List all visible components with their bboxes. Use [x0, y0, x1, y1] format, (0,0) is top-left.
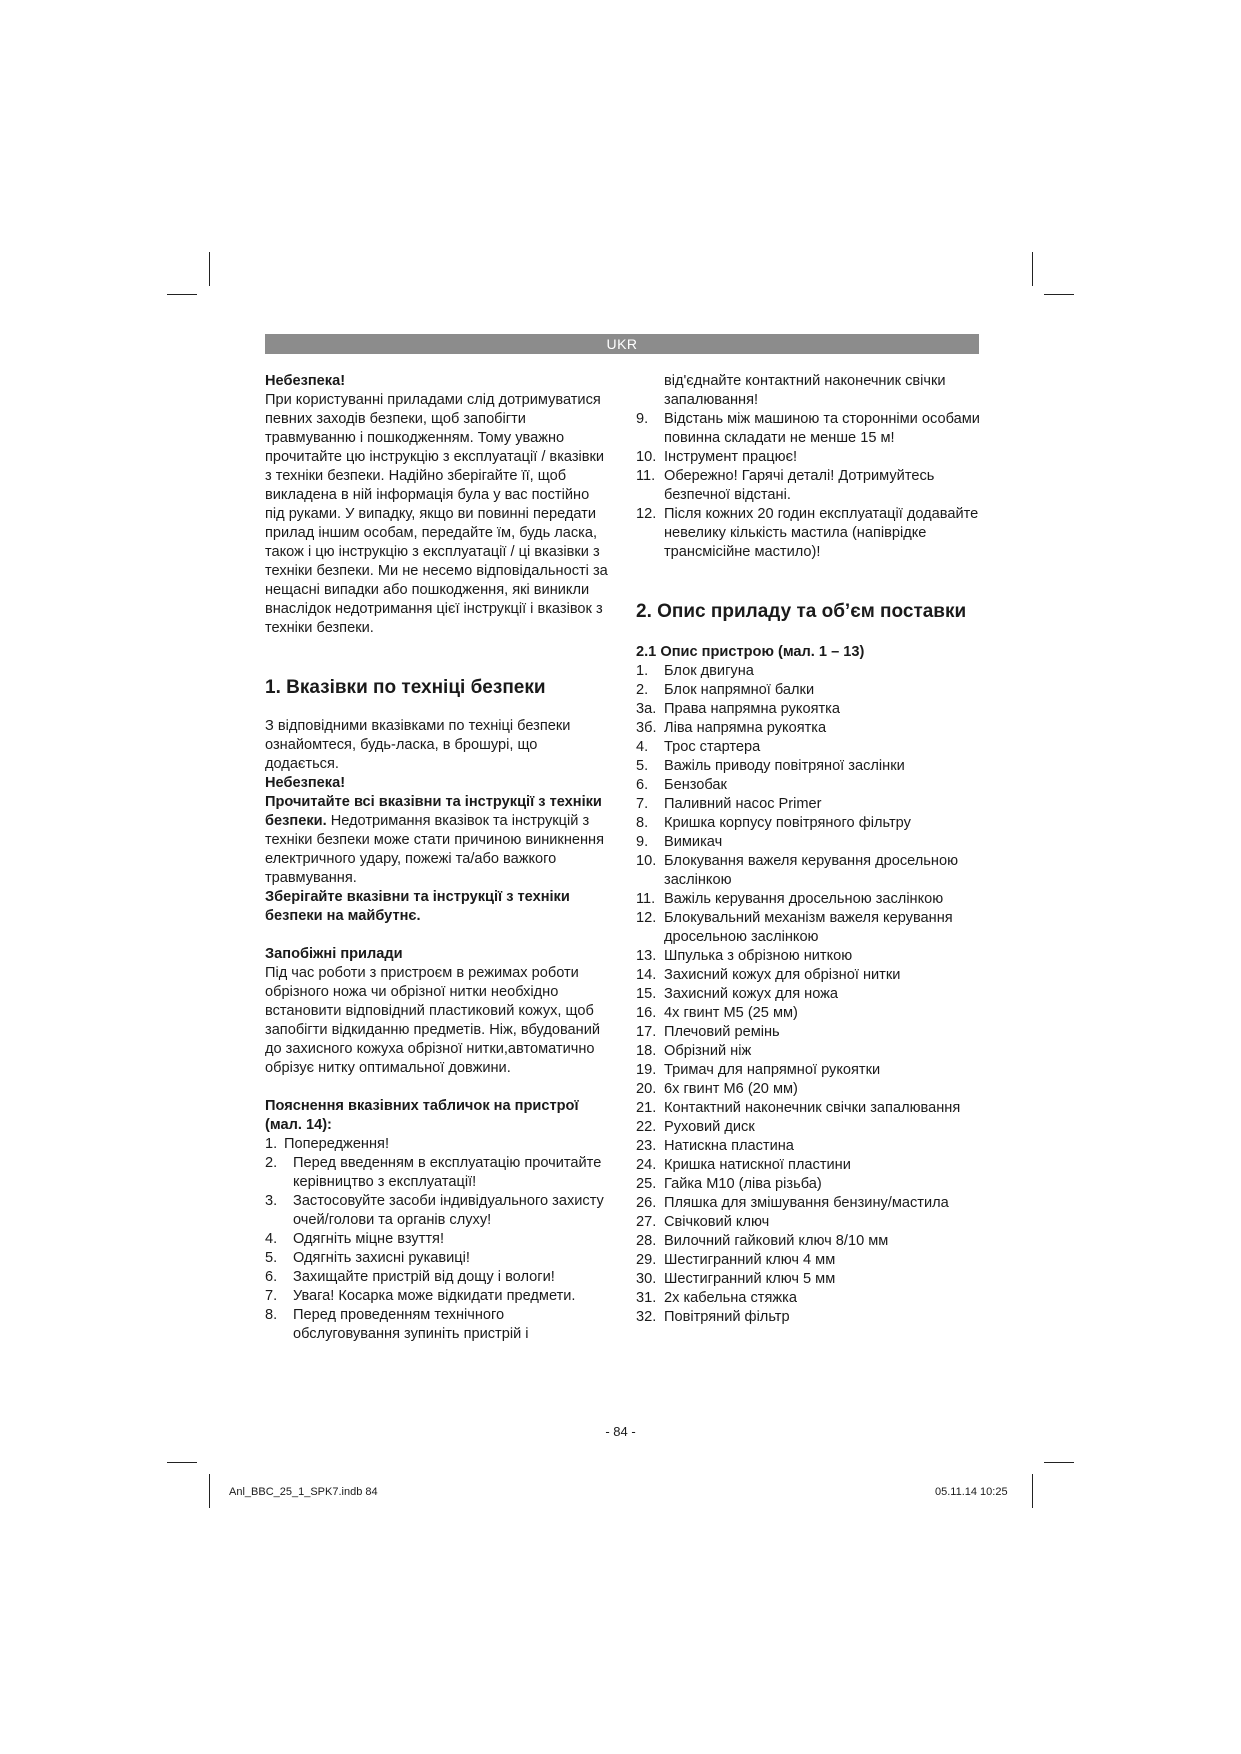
list-item: [636, 448, 986, 467]
list-number: 20.: [636, 1081, 657, 1097]
list-number: 3.: [265, 1193, 278, 1209]
list-number: 3а.: [636, 701, 657, 717]
list-number: 5.: [265, 1250, 278, 1266]
list-number: 10.: [636, 449, 657, 465]
list-text: Обережно! Гарячі деталі! Дотримуйтесь безпечної відстані.: [664, 468, 935, 503]
intro-heading: Небезпека!: [265, 373, 346, 389]
list-number: 12.: [636, 910, 657, 926]
language-label: UKR: [606, 336, 638, 352]
list-text: Застосовуйте засоби індивідуального захисту очей/голови та органів слуху!: [293, 1193, 604, 1228]
list-number: 1.: [265, 1136, 278, 1152]
list-number: 27.: [636, 1214, 657, 1230]
list-number: 30.: [636, 1271, 657, 1287]
list-number: 19.: [636, 1062, 657, 1078]
list-number: 6.: [265, 1269, 278, 1285]
list-item: [636, 1099, 986, 1118]
list-text: Відстань між машиною та сторонніми особами повинна складати не менше 15 м!: [664, 411, 980, 446]
list-item: [265, 1154, 609, 1192]
section1-text: З відповідними вказівками по техніці безпеки ознайомтеся, будь-ласка, в брошурі, що додається.: [265, 718, 571, 772]
list-text: Одягніть захисні рукавиці!: [293, 1250, 470, 1266]
list-item: [636, 757, 986, 776]
list-text: Блок напрямної балки: [664, 682, 815, 698]
list-item: [636, 1080, 986, 1099]
crop-mark: [167, 294, 197, 295]
list-item: [636, 1004, 986, 1023]
list-item: [636, 1175, 986, 1194]
list-item: [636, 1061, 986, 1080]
list-text: Шпулька з обрізною ниткою: [664, 948, 853, 964]
sub21-title: 2.1 Опис пристрою (мал. 1 – 13): [636, 644, 865, 660]
list-item: [636, 795, 986, 814]
list-item: [636, 814, 986, 833]
list-item: [636, 1232, 986, 1251]
list-number: 3б.: [636, 720, 657, 736]
list-text: Перед проведенням технічного обслуговування зупиніть пристрій і: [293, 1307, 529, 1342]
list-item: [636, 776, 986, 795]
list-number: 23.: [636, 1138, 657, 1154]
crop-mark: [209, 1474, 210, 1508]
list-number: 32.: [636, 1309, 657, 1325]
safety-heading: Запобіжні прилади: [265, 946, 403, 962]
list-item: [636, 1308, 986, 1327]
list-item: [636, 1042, 986, 1061]
danger2-text: Недотримання вказівок та інструкцій з техніки безпеки може стати причиною виникнення електричного удару, пожежі та/або важкого травмування.: [265, 813, 605, 886]
list-item: [636, 505, 986, 562]
list-text: Кришка натискної пластини: [664, 1157, 851, 1173]
date-slug: 05.11.14 10:25: [935, 1486, 1008, 1498]
list-number: 2.: [265, 1155, 278, 1171]
list-text: Блокувальний механізм важеля керування дросельною заслінкою: [664, 910, 953, 945]
list-text: Плечовий ремінь: [664, 1024, 780, 1040]
list-item: [636, 1023, 986, 1042]
list-item: [636, 890, 986, 909]
list-text: Перед введенням в експлуатацію прочитайте керівництво з експлуатації!: [293, 1155, 602, 1190]
list-item: [636, 1137, 986, 1156]
list-text: Трос стартера: [664, 739, 761, 755]
list-item: [636, 909, 986, 947]
safety-text: Під час роботи з пристроєм в режимах роботи обрізного ножа чи обрізної нитки необхідно встановити відповідний пластиковий кожух, щоб запобігти відкиданню предметів. Ніж, вбудований до захисного кожуха обрізної нитки,автоматично обрізує нитку оптимальної довжини.: [265, 965, 601, 1076]
list-text: Натискна пластина: [664, 1138, 794, 1154]
danger2-bold: Прочитайте всі вказівни та інструкції з техніки безпеки.: [265, 794, 602, 829]
list-text: Бензобак: [664, 777, 727, 793]
list-item: [265, 1268, 609, 1287]
list-text: Блок двигуна: [664, 663, 754, 679]
list-number: 7.: [636, 796, 649, 812]
list-text: Захищайте пристрій від дощу і вологи!: [293, 1269, 555, 1285]
list-text: Руховий диск: [664, 1119, 755, 1135]
danger2-heading: Небезпека!: [265, 775, 346, 791]
list-item: [636, 947, 986, 966]
list-number: 24.: [636, 1157, 657, 1173]
list-item: [636, 833, 986, 852]
list-text: Захисний кожух для обрізної нитки: [664, 967, 901, 983]
list-number: 16.: [636, 1005, 657, 1021]
list-item: [636, 966, 986, 985]
list-text: Захисний кожух для ножа: [664, 986, 839, 1002]
list-text: Обрізний ніж: [664, 1043, 752, 1059]
crop-mark: [1032, 1474, 1033, 1508]
list-number: 26.: [636, 1195, 657, 1211]
list-item: [265, 1306, 609, 1344]
list-item: [636, 1251, 986, 1270]
list-item: [636, 1270, 986, 1289]
list-text: Тримач для напрямної рукоятки: [664, 1062, 881, 1078]
list-item: [636, 1289, 986, 1308]
list-text: Ліва напрямна рукоятка: [664, 720, 827, 736]
list-item: [265, 1192, 609, 1230]
list-number: 17.: [636, 1024, 657, 1040]
right-column: [636, 372, 986, 1327]
list-number: 5.: [636, 758, 649, 774]
parts-list: [636, 662, 986, 1327]
list-number: 1.: [636, 663, 649, 679]
list-text: 4x гвинт M5 (25 мм): [664, 1005, 798, 1021]
list-item: [636, 410, 986, 448]
list-text: Вимикач: [664, 834, 723, 850]
list-text: Одягніть міцне взуття!: [293, 1231, 445, 1247]
list-text: Кришка корпусу повітряного фільтру: [664, 815, 911, 831]
list-text: Важіль керування дросельною заслінкою: [664, 891, 944, 907]
list-text: Шестигранний ключ 4 мм: [664, 1252, 836, 1268]
crop-mark: [1044, 294, 1074, 295]
list-number: 7.: [265, 1288, 278, 1304]
list-number: 12.: [636, 506, 657, 522]
list-item: [636, 662, 986, 681]
language-header-bar: [265, 334, 979, 354]
list-text: Паливний насос Primer: [664, 796, 822, 812]
intro-text: При користуванні приладами слід дотримуватися певних заходів безпеки, щоб запобігти травмуванню і пошкодженням. Тому уважно прочитайте цю інструкцію з експлуатації / вказівки з техніки безпеки. Надійно зберігайте її, щоб викладена в ній інформація була у вас постійно під руками. У випадку, якщо ви повинні передати прилад іншим особам, передайте їм, будь ласка, також і цю інструкцію з експлуатації / ці вказівки з техніки безпеки. Ми не несемо відповідальності за нещасні випадки або пошкодження, які виникли внаслідок недотримання цієї інструкції і вказівок з техніки безпеки.: [265, 392, 608, 636]
list-number: 8.: [636, 815, 649, 831]
left-column: [265, 372, 609, 1344]
list-number: 15.: [636, 986, 657, 1002]
signs-list: [265, 1135, 609, 1344]
list-number: 8.: [265, 1307, 278, 1323]
list-text: Права напрямна рукоятка: [664, 701, 841, 717]
list-text: Вилочний гайковий ключ 8/10 мм: [664, 1233, 889, 1249]
crop-mark: [1044, 1462, 1074, 1463]
list-number: 22.: [636, 1119, 657, 1135]
danger2-paragraph: [265, 793, 609, 888]
list-item: [265, 1135, 609, 1154]
list-text: Увага! Косарка може відкидати предмети.: [293, 1288, 576, 1304]
file-slug: Anl_BBC_25_1_SPK7.indb 84: [229, 1486, 378, 1498]
list-number: 31.: [636, 1290, 657, 1306]
list-item: [265, 1230, 609, 1249]
list-number: 9.: [636, 834, 649, 850]
list-number: 4.: [265, 1231, 278, 1247]
list-item: [636, 1156, 986, 1175]
list-number: 29.: [636, 1252, 657, 1268]
page-number: - 84 -: [605, 1424, 636, 1439]
list-item: [636, 681, 986, 700]
list-item: [636, 852, 986, 890]
list-item: [636, 985, 986, 1004]
crop-mark: [209, 252, 210, 286]
list-text: Повітряний фільтр: [664, 1309, 790, 1325]
list-text: Контактний наконечник свічки запалювання: [664, 1100, 961, 1116]
section1-title: 1. Вказівки по техніці безпеки: [265, 677, 546, 698]
list-text: Важіль приводу повітряної заслінки: [664, 758, 905, 774]
list-number: 11.: [636, 468, 656, 484]
list-number: 6.: [636, 777, 649, 793]
section2-title: 2. Опис приладу та об’єм поставки: [636, 601, 967, 622]
list-text: Після кожних 20 годин експлуатації додавайте невелику кількість мастила (напіврідке трансмісійне мастило)!: [664, 506, 979, 560]
list-number: 13.: [636, 948, 657, 964]
list-item: [636, 1213, 986, 1232]
list-text: Блокування важеля керування дросельною заслінкою: [664, 853, 959, 888]
list-number: 2.: [636, 682, 649, 698]
list-text: Гайка M10 (ліва різьба): [664, 1176, 822, 1192]
list-item: [636, 700, 986, 719]
signs-continued: від'єднайте контактний наконечник свічки запалювання!: [664, 373, 946, 408]
list-item: [636, 719, 986, 738]
crop-mark: [167, 1462, 197, 1463]
list-number: 21.: [636, 1100, 657, 1116]
list-text: Пляшка для змішування бензину/мастила: [664, 1195, 949, 1211]
signs-list-continued: [636, 410, 986, 562]
list-text: Інструмент працює!: [664, 449, 798, 465]
list-number: 4.: [636, 739, 649, 755]
list-item: [636, 1118, 986, 1137]
list-item: [636, 467, 986, 505]
list-number: 10.: [636, 853, 657, 869]
list-item: [636, 738, 986, 757]
list-text: Свічковий ключ: [664, 1214, 770, 1230]
list-text: Попередження!: [284, 1136, 390, 1152]
list-number: 28.: [636, 1233, 657, 1249]
list-number: 25.: [636, 1176, 657, 1192]
list-number: 14.: [636, 967, 657, 983]
list-text: 6x гвинт M6 (20 мм): [664, 1081, 798, 1097]
list-number: 18.: [636, 1043, 657, 1059]
list-item: [636, 1194, 986, 1213]
signs-heading: Пояснення вказівних табличок на пристрої (мал. 14):: [265, 1098, 579, 1133]
list-text: 2x кабельна стяжка: [664, 1290, 797, 1306]
list-item: [265, 1287, 609, 1306]
list-number: 9.: [636, 411, 649, 427]
list-number: 11.: [636, 891, 656, 907]
list-item: [265, 1249, 609, 1268]
crop-mark: [1032, 252, 1033, 286]
danger2-keep: Зберігайте вказівни та інструкції з техніки безпеки на майбутнє.: [265, 889, 570, 924]
list-text: Шестигранний ключ 5 мм: [664, 1271, 836, 1287]
